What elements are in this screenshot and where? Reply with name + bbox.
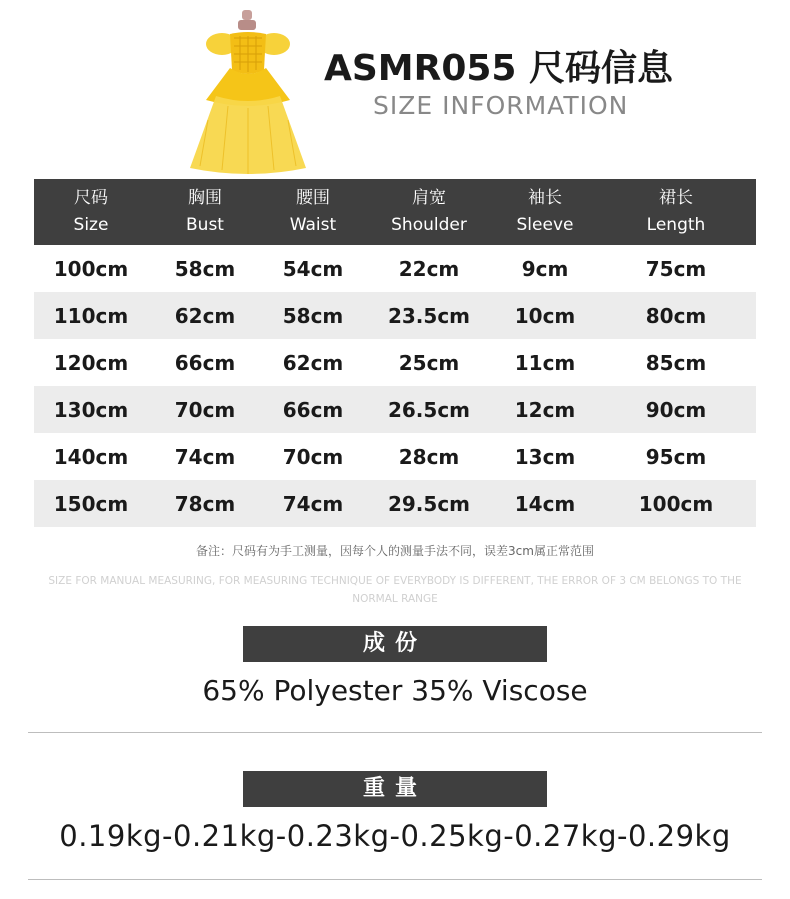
column-header-bust: 胸围 Bust bbox=[148, 179, 262, 245]
weight-value: 0.19kg-0.21kg-0.23kg-0.25kg-0.27kg-0.29kg bbox=[59, 819, 731, 853]
table-cell: 140cm bbox=[53, 444, 129, 469]
table-cell: 95cm bbox=[645, 444, 707, 469]
table-cell: 110cm bbox=[34, 292, 148, 339]
table-cell: 130cm bbox=[34, 386, 148, 433]
table-cell: 80cm bbox=[596, 292, 756, 339]
weight-label: 重量 bbox=[243, 771, 547, 807]
table-row bbox=[34, 245, 756, 292]
table-cell: 66cm bbox=[262, 386, 364, 433]
composition-value: 65% Polyester 35% Viscose bbox=[202, 674, 588, 707]
table-cell: 12cm bbox=[494, 386, 596, 433]
table-cell: 28cm bbox=[398, 444, 460, 469]
column-header-size: 尺码 Size bbox=[34, 179, 148, 245]
page-subtitle: SIZE INFORMATION bbox=[373, 91, 629, 120]
table-header-row bbox=[34, 179, 756, 245]
table-row bbox=[34, 433, 756, 480]
column-header-waist: 腰围 Waist bbox=[262, 179, 364, 245]
table-cell: 100cm bbox=[53, 256, 129, 281]
table-cell: 14cm bbox=[494, 480, 596, 527]
table-row bbox=[34, 339, 756, 386]
size-table bbox=[34, 179, 756, 527]
table-cell: 70cm bbox=[282, 444, 344, 469]
table-cell: 58cm bbox=[262, 292, 364, 339]
divider bbox=[28, 732, 762, 733]
table-cell: 9cm bbox=[521, 256, 569, 281]
table-cell: 78cm bbox=[148, 480, 262, 527]
composition-label: 成份 bbox=[243, 626, 547, 662]
column-header-shoulder: 肩宽 Shoulder bbox=[364, 179, 494, 245]
dress-illustration bbox=[186, 8, 310, 176]
table-cell: 74cm bbox=[174, 444, 236, 469]
table-cell: 29.5cm bbox=[364, 480, 494, 527]
table-cell: 11cm bbox=[514, 350, 576, 375]
table-cell: 120cm bbox=[53, 350, 129, 375]
table-cell: 70cm bbox=[148, 386, 262, 433]
table-cell: 66cm bbox=[174, 350, 236, 375]
column-header-sleeve: 袖长 Sleeve bbox=[494, 179, 596, 245]
table-cell: 75cm bbox=[645, 256, 707, 281]
measurement-note-cn: 备注：尺码有为手工测量，因每个人的测量手法不同，误差3cm属正常范围 bbox=[196, 544, 594, 558]
table-row bbox=[34, 480, 756, 527]
page-title: ASMR055 尺码信息 bbox=[324, 48, 674, 89]
column-header-length: 裙长 Length bbox=[596, 179, 756, 245]
table-cell: 23.5cm bbox=[364, 292, 494, 339]
table-cell: 13cm bbox=[514, 444, 576, 469]
table-cell: 26.5cm bbox=[364, 386, 494, 433]
table-cell: 22cm bbox=[398, 256, 460, 281]
table-row bbox=[34, 292, 756, 339]
table-cell: 90cm bbox=[596, 386, 756, 433]
measurement-note-en: SIZE FOR MANUAL MEASURING, FOR MEASURING TECHNIQUE OF EVERYBODY IS DIFFERENT, THE ERROR OF 3 CM BELONGS TO THE NORMAL RANGE bbox=[48, 575, 742, 605]
table-cell: 150cm bbox=[34, 480, 148, 527]
table-cell: 10cm bbox=[494, 292, 596, 339]
table-row bbox=[34, 386, 756, 433]
table-cell: 100cm bbox=[596, 480, 756, 527]
table-cell: 25cm bbox=[398, 350, 460, 375]
table-cell: 85cm bbox=[645, 350, 707, 375]
divider bbox=[28, 879, 762, 880]
table-cell: 54cm bbox=[282, 256, 344, 281]
table-cell: 62cm bbox=[148, 292, 262, 339]
table-cell: 58cm bbox=[174, 256, 236, 281]
table-cell: 74cm bbox=[262, 480, 364, 527]
table-cell: 62cm bbox=[282, 350, 344, 375]
